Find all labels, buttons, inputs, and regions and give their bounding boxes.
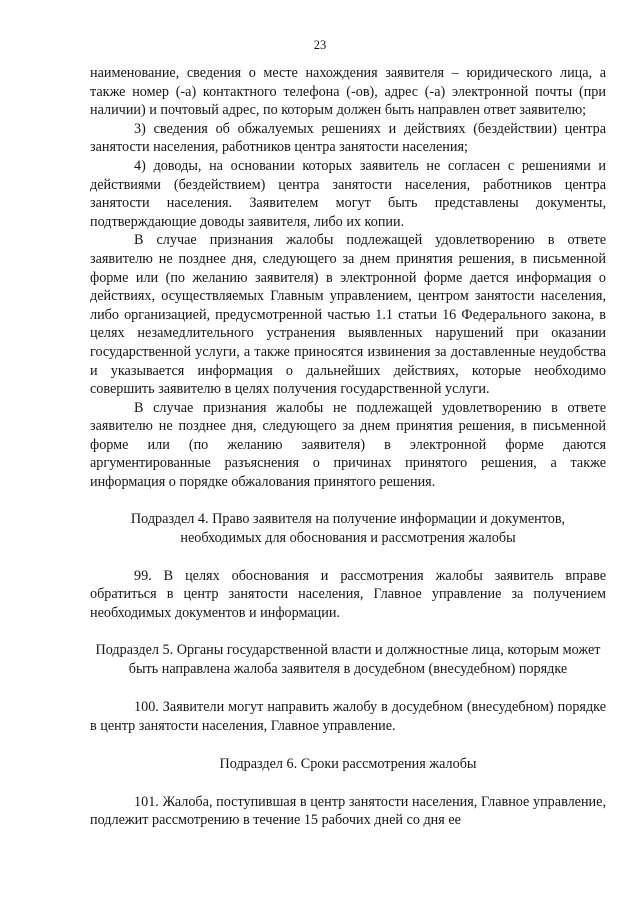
subsection-6-heading: Подраздел 6. Сроки рассмотрения жалобы [219,755,477,772]
subsection-4-heading: Подраздел 4. Право заявителя на получение информации и документов, необходимых для обоснования и рассмотрения жалобы [130,510,566,546]
paragraph-99: 99. В целях обоснования и рассмотрения жалобы заявитель вправе обратиться в центр занятости населения, Главное управление за получением необходимых документов и информации. [90,567,606,621]
paragraph-100: 100. Заявители могут направить жалобу в досудебном (внесудебном) порядке в центр занятости населения, Главное управление. [90,699,606,735]
paragraph-101: 101. Жалоба, поступившая в центр занятости населения, Главное управление, подлежит рассмотрению в течение 15 рабочих дней со дня ее [90,793,606,829]
paragraph-item-3: 3) сведения об обжалуемых решениях и действиях (бездействии) центра занятости населения, работников центра занятости населения; [90,120,606,156]
paragraph-item-4: 4) доводы, на основании которых заявитель не согласен с решениями и действиями (бездействием) центра занятости населения, работников центра занятости населения. Заявителем могут быть представлены документы, подтверждающие доводы заявителя, либо их копии. [90,157,606,230]
page-number: 23 [313,38,327,52]
paragraph-complaint-rejected: В случае признания жалобы не подлежащей удовлетворению в ответе заявителю не позднее дня, следующего за днем принятия решения, в письменной форме или (по желанию заявителя) в электронной форме даются аргументированные разъяснения о причинах принятого решения, а также информация о порядке обжалования принятого решения. [90,399,606,491]
subsection-5-heading: Подраздел 5. Органы государственной власти и должностные лица, которым может быть направлена жалоба заявителя в досудебном (внесудебном) порядке [95,642,601,678]
paragraph-applicant-info: наименование, сведения о месте нахождения заявителя – юридического лица, а также номер (-а) контактного телефона (-ов), адрес (-а) электронной почты (при наличии) и почтовый адрес, по которым должен быть направлен ответ заявителю; [90,65,606,119]
paragraph-complaint-satisfied: В случае признания жалобы подлежащей удовлетворению в ответе заявителю не позднее дня, следующего за днем принятия решения, в письменной форме или (по желанию заявителя) в электронной форме дается информация о действиях, осуществляемых Главным управлением, центром занятости населения, либо организацией, предусмотренной частью 1.1 статьи 16 Федерального закона, в целях незамедлительного устранения выявленных нарушений при оказании государственной услуги, а также приносятся извинения за доставленные неудобства и указывается информация о дальнейших действиях, которые необходимо совершить заявителю в целях получения государственной услуги. [90,232,606,398]
document-body [90,64,606,830]
